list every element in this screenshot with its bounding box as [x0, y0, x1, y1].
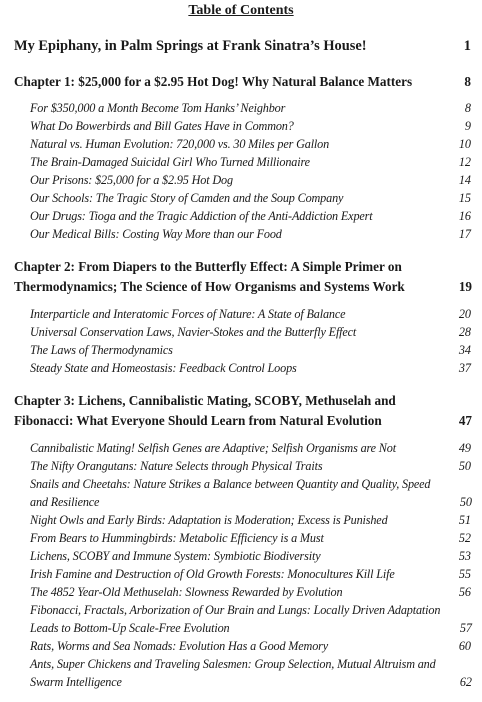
page-number: 52 — [458, 531, 471, 545]
page-number: 10 — [458, 137, 471, 151]
section-title: Our Medical Bills: Costing Way More than our Food — [30, 227, 282, 241]
page-number: 8 — [464, 74, 471, 89]
toc-entry-section[interactable] — [30, 225, 471, 243]
page-number: 62 — [459, 675, 472, 689]
section-title: Lichens, SCOBY and Immune System: Symbiotic Biodiversity — [30, 549, 321, 563]
page-number: 34 — [458, 343, 471, 357]
page-number: 15 — [458, 191, 471, 205]
section-title: Night Owls and Early Birds: Adaptation is Moderation; Excess is Punished — [30, 513, 388, 527]
toc-entry-section[interactable] — [30, 117, 471, 135]
section-title: The Laws of Thermodynamics — [30, 343, 173, 357]
toc-title: Table of Contents — [188, 3, 294, 18]
toc-entry-section[interactable] — [30, 547, 471, 565]
section-title: Rats, Worms and Sea Nomads: Evolution Has a Good Memory — [30, 639, 329, 653]
chapter-title: Chapter 3: Lichens, Cannibalistic Mating, SCOBY, Methuselah and Fibonacci: What Everyone Should Learn from Natural Evolution — [14, 393, 396, 428]
section-title: Cannibalistic Mating! Selfish Genes are Adaptive; Selfish Organisms are Not — [30, 441, 396, 455]
section-title: The 4852 Year-Old Methuselah: Slowness Rewarded by Evolution — [30, 585, 343, 599]
page-number: 50 — [458, 459, 471, 473]
page-number: 47 — [458, 413, 472, 428]
section-title: The Brain-Damaged Suicidal Girl Who Turned Millionaire — [30, 155, 310, 169]
section-title: Our Prisons: $25,000 for a $2.95 Hot Dog — [30, 173, 233, 187]
section-title: From Bears to Hummingbirds: Metabolic Efficiency is a Must — [30, 531, 324, 545]
page-number: 20 — [458, 307, 471, 321]
toc-entry-section[interactable] — [30, 135, 471, 153]
toc-entry-section[interactable] — [30, 511, 471, 529]
page-number: 53 — [458, 549, 471, 563]
toc-entry-section[interactable] — [30, 171, 471, 189]
toc-entry-section[interactable] — [30, 153, 471, 171]
toc-entry-section[interactable] — [30, 457, 471, 475]
page-number: 17 — [458, 227, 471, 241]
section-title: Our Schools: The Tragic Story of Camden and the Soup Company — [30, 191, 344, 205]
section-title: Interparticle and Interatomic Forces of Nature: A State of Balance — [30, 307, 346, 321]
page-number: 8 — [464, 101, 471, 115]
toc-entry-section[interactable] — [30, 637, 471, 655]
page-number: 57 — [459, 621, 472, 635]
toc-entry-section[interactable] — [30, 207, 471, 225]
toc-entry-section[interactable] — [30, 305, 471, 323]
page-number: 9 — [464, 119, 471, 133]
page-number: 49 — [458, 441, 471, 455]
toc-entry-section[interactable] — [30, 655, 471, 691]
toc-entry-section[interactable] — [30, 529, 471, 547]
page-number: 28 — [458, 325, 471, 339]
page-number: 14 — [458, 173, 471, 187]
page-number: 55 — [458, 567, 471, 581]
toc-entry-section[interactable] — [30, 323, 471, 341]
entry-title: My Epiphany, in Palm Springs at Frank Sinatra’s House! — [14, 38, 367, 54]
page-number: 51 — [458, 513, 471, 527]
toc-entry-section[interactable] — [30, 99, 471, 117]
toc-entry-chapter-3[interactable] — [14, 391, 471, 431]
section-title: Steady State and Homeostasis: Feedback Control Loops — [30, 361, 297, 375]
page-number: 50 — [459, 495, 472, 509]
toc-entry-chapter-1[interactable] — [14, 72, 471, 92]
section-title: The Nifty Orangutans: Nature Selects through Physical Traits — [30, 459, 323, 473]
chapter-title: Chapter 2: From Diapers to the Butterfly Effect: A Simple Primer on Thermodynamics; The Science of How Organisms and Systems Work — [14, 259, 405, 294]
toc-entry-section[interactable] — [30, 359, 471, 377]
toc-entry-section[interactable] — [30, 189, 471, 207]
section-title: For $350,000 a Month Become Tom Hanks’ Neighbor — [30, 101, 286, 115]
chapter-title: Chapter 1: $25,000 for a $2.95 Hot Dog! Why Natural Balance Matters — [14, 74, 413, 89]
page-number: 19 — [458, 279, 472, 294]
toc-entry-intro[interactable] — [14, 36, 471, 56]
page-number: 1 — [463, 38, 471, 54]
toc-entry-section[interactable] — [30, 341, 471, 359]
toc-entry-section[interactable] — [30, 601, 471, 637]
section-title: Irish Famine and Destruction of Old Growth Forests: Monocultures Kill Life — [30, 567, 395, 581]
toc-entry-section[interactable] — [30, 583, 471, 601]
page-number: 56 — [458, 585, 471, 599]
toc-entry-section[interactable] — [30, 565, 471, 583]
section-title: What Do Bowerbirds and Bill Gates Have in Common? — [30, 119, 294, 133]
page-number: 12 — [458, 155, 471, 169]
toc-entry-section[interactable] — [30, 475, 471, 511]
section-title: Our Drugs: Tioga and the Tragic Addiction of the Anti-Addiction Expert — [30, 209, 373, 223]
page-number: 37 — [458, 361, 471, 375]
section-title: Ants, Super Chickens and Traveling Salesmen: Group Selection, Mutual Altruism and Swarm Intelligence — [30, 657, 436, 689]
section-title: Natural vs. Human Evolution: 720,000 vs. 30 Miles per Gallon — [30, 137, 330, 151]
page-number: 16 — [458, 209, 471, 223]
page-number: 60 — [458, 639, 471, 653]
section-title: Universal Conservation Laws, Navier-Stokes and the Butterfly Effect — [30, 325, 357, 339]
toc-entry-chapter-2[interactable] — [14, 257, 471, 297]
section-title: Snails and Cheetahs: Nature Strikes a Balance between Quantity and Quality, Speed and Resilience — [30, 477, 431, 509]
section-title: Fibonacci, Fractals, Arborization of Our Brain and Lungs: Locally Driven Adaptation Leads to Bottom-Up Scale-Free Evolution — [30, 603, 441, 635]
toc-entry-section[interactable] — [30, 439, 471, 457]
